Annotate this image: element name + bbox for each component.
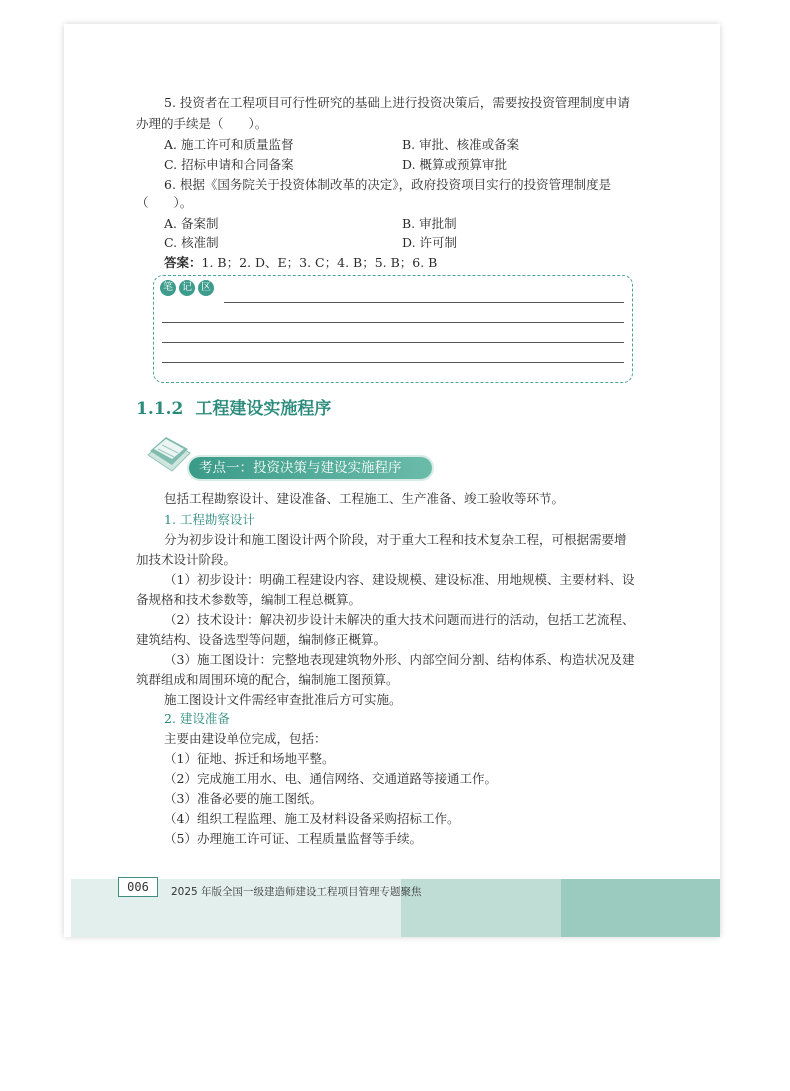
q6-stem-line2: （ ）。 xyxy=(136,195,193,210)
notes-rule xyxy=(224,302,624,303)
q6-option-d: D. 许可制 xyxy=(402,235,458,250)
footer-band xyxy=(401,879,561,937)
notes-rule xyxy=(162,342,624,343)
page-footer xyxy=(71,879,720,937)
answer-text: 1. B；2. D、E；3. C；4. B；5. B；6. B xyxy=(201,255,438,270)
body-p1b: 加技术设计阶段。 xyxy=(136,552,237,567)
section-heading xyxy=(136,394,331,419)
list-item-3: （3）准备必要的施工图纸。 xyxy=(164,791,322,806)
notes-tags xyxy=(160,280,214,296)
list-item-2: （2）完成施工用水、电、通信网络、交通道路等接通工作。 xyxy=(164,771,497,786)
notes-tag-2: 记 xyxy=(179,280,195,296)
body-p2a: （1）初步设计：明确工程建设内容、建设规模、建设标准、用地规模、主要材料、设 xyxy=(164,572,635,587)
book-page xyxy=(64,24,720,937)
body-p5: 施工图设计文件需经审查批准后方可实施。 xyxy=(164,692,402,707)
body-p2b: 备规格和技术参数等，编制工程总概算。 xyxy=(136,592,362,607)
list-item-4: （4）组织工程监理、施工及材料设备采购招标工作。 xyxy=(164,811,460,826)
book-title: 2025 年版全国一级建造师建设工程项目管理专题聚焦 xyxy=(171,886,422,898)
q6-option-b: B. 审批制 xyxy=(402,216,457,231)
body-p3a: （2）技术设计：解决初步设计未解决的重大技术问题而进行的活动，包括工艺流程、 xyxy=(164,612,635,627)
notes-tag-1: 笔 xyxy=(160,280,176,296)
list-item-1: （1）征地、拆迁和场地平整。 xyxy=(164,751,335,766)
q6-option-c: C. 核准制 xyxy=(164,235,219,250)
q5-stem-line1: 5. 投资者在工程项目可行性研究的基础上进行投资决策后，需要按投资管理制度申请 xyxy=(164,95,630,110)
page-number: 006 xyxy=(118,877,158,897)
q5-stem-line2: 办理的手续是（ ）。 xyxy=(136,116,268,131)
book-icon xyxy=(144,431,194,473)
footer-band xyxy=(561,879,720,937)
q6-stem-line1: 6. 根据《国务院关于投资体制改革的决定》，政府投资项目实行的投资管理制度是 xyxy=(164,177,612,192)
body-p1a: 分为初步设计和施工图设计两个阶段，对于重大工程和技术复杂工程，可根据需要增 xyxy=(164,532,627,547)
notes-tag-3: 区 xyxy=(198,280,214,296)
subheading-2: 2. 建设准备 xyxy=(164,711,230,726)
q6-option-a: A. 备案制 xyxy=(164,216,219,231)
section-number: 1.1.2 xyxy=(136,399,184,419)
section-title: 工程建设实施程序 xyxy=(195,399,332,419)
answer-line xyxy=(164,254,437,272)
notes-rule xyxy=(162,322,624,323)
notes-rule xyxy=(162,362,624,363)
body-p4a: （3）施工图设计：完整地表现建筑物外形、内部空间分割、结构体系、构造状况及建 xyxy=(164,652,635,667)
kaodian-banner: 考点一：投资决策与建设实施程序 xyxy=(189,457,432,479)
q5-option-d: D. 概算或预算审批 xyxy=(402,157,508,172)
body-intro: 包括工程勘察设计、建设准备、工程施工、生产准备、竣工验收等环节。 xyxy=(164,491,565,506)
q5-option-b: B. 审批、核准或备案 xyxy=(402,137,520,152)
list-item-5: （5）办理施工许可证、工程质量监督等手续。 xyxy=(164,831,422,846)
q5-option-c: C. 招标申请和合同备案 xyxy=(164,157,294,172)
notes-area xyxy=(153,275,633,383)
body-p4b: 筑群组成和周围环境的配合，编制施工图预算。 xyxy=(136,672,399,687)
body-p6: 主要由建设单位完成，包括： xyxy=(164,731,327,746)
body-p3b: 建筑结构、设备选型等问题，编制修正概算。 xyxy=(136,632,387,647)
q5-option-a: A. 施工许可和质量监督 xyxy=(164,137,294,152)
subheading-1: 1. 工程勘察设计 xyxy=(164,512,255,527)
answer-label: 答案： xyxy=(164,255,202,270)
